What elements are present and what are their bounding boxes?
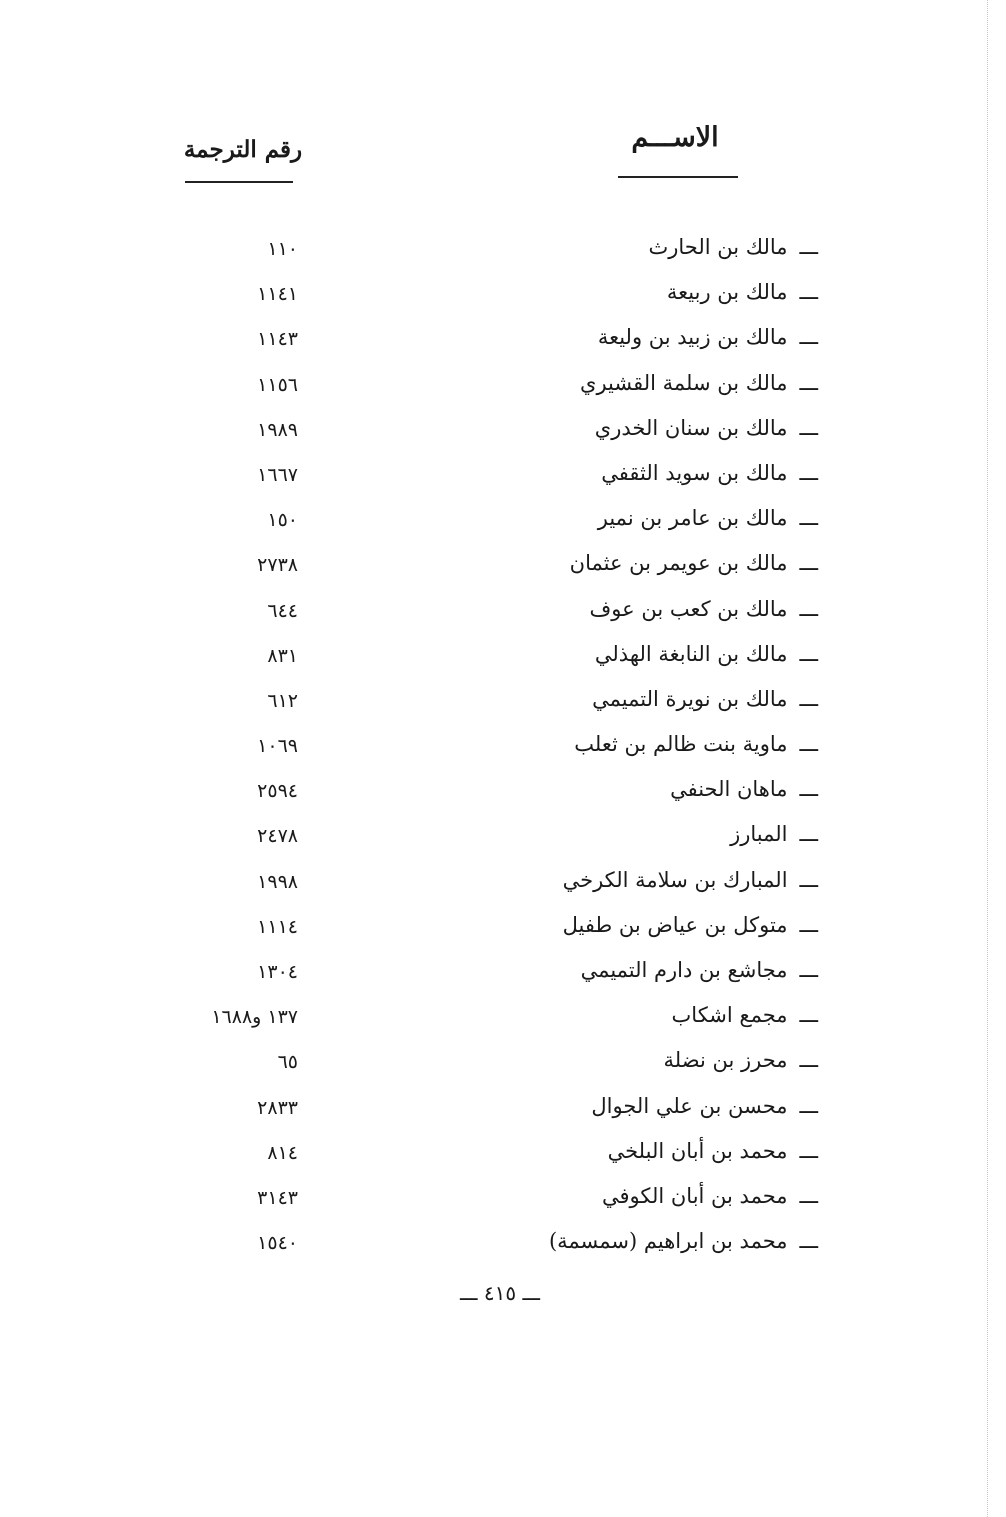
scan-edge [986,0,988,1517]
entry-biography-number: ٨٣١ [267,644,298,667]
index-entry [140,995,840,1040]
entry-biography-number: ١١٤٣ [257,328,298,351]
entry-name [580,363,818,403]
entry-dash: ـــ [799,1048,818,1073]
entry-dash: ـــ [799,912,818,937]
index-entry [140,272,840,317]
entry-name-text: محرز بن نضلة [663,1048,788,1073]
entry-dash: ـــ [799,325,818,350]
entry-name-text: مالك بن النابغة الهذلي [594,641,788,666]
entry-biography-number: ١٦٦٧ [257,463,298,486]
entry-dash: ـــ [799,867,818,892]
entry-name-text: المبارك بن سلامة الكرخي [562,867,788,892]
entry-name-text: محمد بن أبان الكوفي [601,1183,788,1208]
index-entry [140,543,840,588]
entry-name-text: مالك بن زبيد بن وليعة [597,325,788,350]
entry-name-text: مالك بن عويمر بن عثمان [569,551,788,576]
entry-name [672,995,818,1035]
entry-biography-number: ٦٤٤ [267,599,298,622]
index-entry [140,363,840,408]
entry-biography-number: ١٥٤٠ [257,1232,298,1255]
index-entry [140,634,840,679]
entry-name [664,1040,818,1080]
entry-name [598,498,818,538]
entry-name [592,679,818,719]
entry-name [602,1176,818,1216]
entry-name [667,272,818,312]
entry-biography-number: ١٣٧ و١٦٨٨ [211,1006,298,1029]
number-header-underline [185,181,293,183]
index-entry [140,1131,840,1176]
index-entry [140,814,840,859]
entry-dash: ـــ [799,370,818,395]
entry-dash: ـــ [799,1093,818,1118]
index-entry [140,860,840,905]
entry-name [591,1086,818,1126]
entry-biography-number: ٦١٢ [267,689,298,712]
entry-dash: ـــ [799,235,818,259]
entry-name-text: مالك بن عامر بن نمير [597,506,788,531]
index-entry [140,1086,840,1131]
index-entry [140,589,840,634]
entry-dash: ـــ [799,506,818,531]
entry-name [595,408,818,448]
entry-name [563,860,818,900]
entry-name [595,634,818,674]
entry-name-text: محمد بن أبان البلخي [607,1138,788,1163]
entry-dash: ـــ [799,1183,818,1208]
entry-dash: ـــ [799,460,818,485]
index-entry [140,317,840,362]
index-entry [140,679,840,724]
entry-dash: ـــ [799,686,818,711]
entry-name [670,769,818,809]
index-entry [140,724,840,769]
entry-dash: ـــ [799,641,818,666]
entry-name [601,453,818,493]
entry-name-text: متوكل بن عياض بن طفيل [562,912,788,937]
entry-name [574,724,818,764]
entry-biography-number: ٢٨٣٣ [257,1096,298,1119]
index-entry [140,905,840,950]
index-entry [140,227,840,272]
entry-name [598,317,818,357]
entry-name-text: مالك بن ربيعة [666,280,788,305]
entry-biography-number: ١١٥٦ [257,373,298,396]
entry-dash: ـــ [799,958,818,982]
entry-name-text: محسن بن علي الجوال [591,1093,788,1118]
index-entry [140,1221,840,1266]
name-header-underline [618,176,738,178]
entry-name-text: مالك بن سويد الثقفي [601,460,788,485]
entry-name [549,1221,818,1261]
entry-name [730,814,818,854]
index-entry [140,408,840,453]
entry-dash: ـــ [799,732,818,757]
index-entry [140,453,840,498]
entry-biography-number: ١١١٤ [257,915,298,938]
entry-biography-number: ٦٥ [277,1051,298,1074]
entry-biography-number: ٣١٤٣ [257,1186,298,1209]
entry-biography-number: ٢٥٩٤ [257,780,298,803]
entry-dash: ـــ [799,777,818,802]
entry-dash: ـــ [799,1138,818,1163]
entry-name-text: مجمع اشكاب [671,1003,788,1028]
index-entry [140,950,840,995]
entry-name-text: ماوية بنت ظالم بن ثعلب [574,732,788,757]
entry-name-text: مالك بن كعب بن عوف [589,596,788,621]
entry-biography-number: ٢٤٧٨ [257,825,298,848]
entry-biography-number: ١١٠ [267,238,298,260]
index-entry [140,769,840,814]
name-column-header: الاســـم [631,122,719,153]
entry-biography-number: ١٠٦٩ [257,735,298,758]
entry-biography-number: ٢٧٣٨ [257,554,298,577]
index-entry [140,1040,840,1085]
entry-dash: ـــ [799,822,818,847]
entry-dash: ـــ [799,596,818,621]
entry-name-text: محمد بن ابراهيم (سمسمة) [548,1229,788,1254]
index-entry [140,1176,840,1221]
entry-biography-number: ١٩٩٨ [257,870,298,893]
entry-name-text: مالك بن سنان الخدري [594,415,788,440]
entry-name [581,950,818,990]
entry-name [649,227,819,267]
entry-name-text: مالك بن سلمة القشيري [580,370,788,395]
entry-name-text: مالك بن نويرة التميمي [592,686,788,711]
entry-biography-number: ١١٤١ [257,283,298,306]
entry-name [570,543,818,583]
entry-dash: ـــ [799,415,818,440]
entry-dash: ـــ [799,1229,818,1254]
entry-dash: ـــ [799,551,818,576]
index-entry [140,498,840,543]
entry-biography-number: ١٥٠ [267,509,298,532]
page-number: ـــ ٤١٥ ـــ [459,1281,541,1305]
entry-name-text: مالك بن الحارث [648,235,788,259]
number-column-header: رقم الترجمة [183,136,303,163]
entry-name-text: المبارز [730,822,788,847]
entry-name-text: مجاشع بن دارم التميمي [580,958,788,982]
entry-dash: ـــ [799,1003,818,1028]
entry-name-text: ماهان الحنفي [670,777,788,802]
entry-dash: ـــ [799,280,818,305]
entry-name [608,1131,818,1171]
entry-name [590,589,818,629]
index-entries-list [140,227,840,1266]
entry-biography-number: ١٣٠٤ [257,961,298,983]
entry-name [563,905,818,945]
entry-biography-number: ١٩٨٩ [257,418,298,441]
entry-biography-number: ٨١٤ [267,1141,298,1164]
